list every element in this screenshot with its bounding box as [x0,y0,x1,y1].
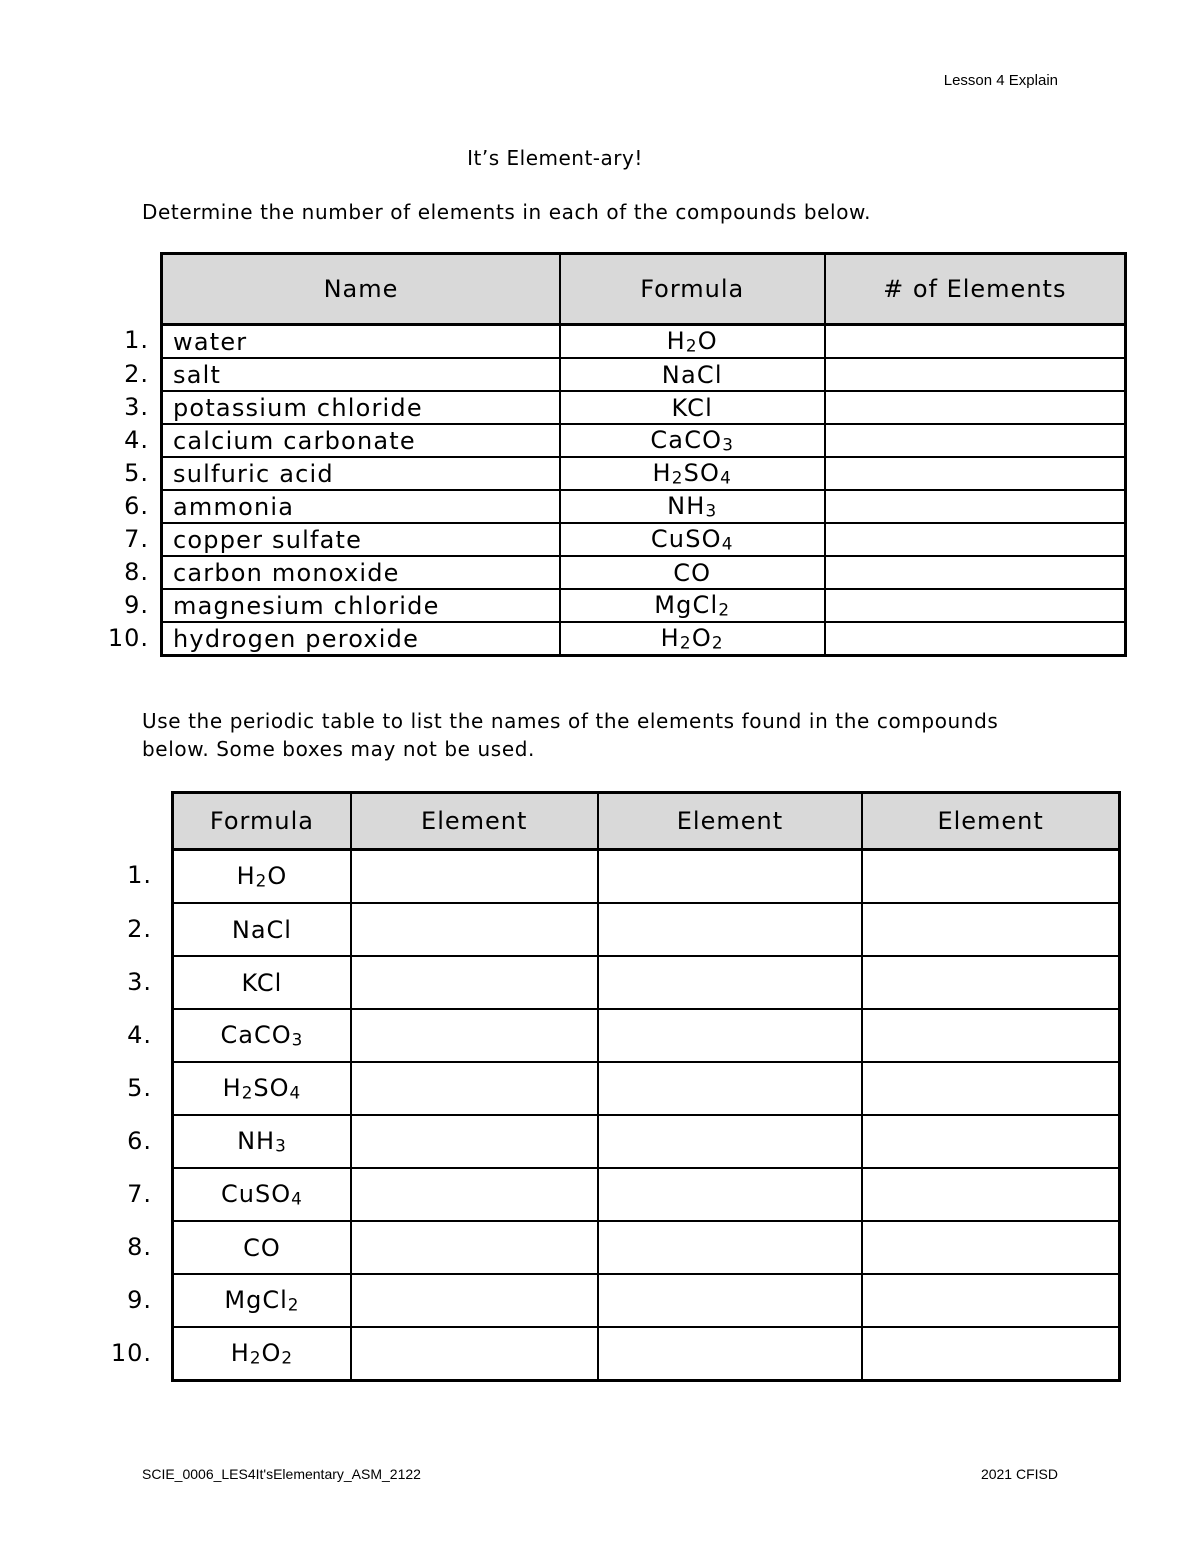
table2-header-formula: Formula [173,793,351,850]
compound-formula: $H_2SO_4$ [173,1062,351,1115]
compound-formula: $H_2O_2$ [560,622,825,656]
table2-row [173,1062,1120,1115]
compound-name: salt [162,358,560,391]
table2-row [173,1168,1120,1221]
table1-row [162,556,1126,589]
row-number: 5. [127,1073,152,1102]
element-answer-cell-1[interactable] [351,903,598,956]
element-answer-cell-3[interactable] [862,1274,1119,1327]
compound-formula: CaCO$_3$ [560,424,825,457]
element-count-answer-cell[interactable] [825,589,1126,622]
compound-name: carbon monoxide [162,556,560,589]
row-number: 6. [127,1126,152,1155]
row-number: 10. [107,623,149,652]
element-count-answer-cell[interactable] [825,622,1126,656]
compound-formula: CuSO$_4$ [173,1168,351,1221]
row-number: 8. [127,1232,152,1261]
element-answer-cell-2[interactable] [598,956,863,1009]
lesson-label: Lesson 4 Explain [943,72,1058,89]
row-number: 7. [124,524,149,553]
row-number: 3. [124,392,149,421]
compound-formula: $H_2O$ [173,850,351,904]
element-count-answer-cell[interactable] [825,490,1126,523]
row-number: 3. [127,967,152,996]
element-answer-cell-1[interactable] [351,1274,598,1327]
element-answer-cell-2[interactable] [598,1062,863,1115]
compound-name: potassium chloride [162,391,560,424]
row-number: 10. [110,1338,152,1367]
element-answer-cell-3[interactable] [862,1221,1119,1274]
compound-formula: MgCl$_2$ [173,1274,351,1327]
compound-formula: $H_2SO_4$ [560,457,825,490]
row-number: 9. [124,590,149,619]
element-answer-cell-3[interactable] [862,1062,1119,1115]
compound-formula: MgCl$_2$ [560,589,825,622]
element-answer-cell-3[interactable] [862,903,1119,956]
element-answer-cell-2[interactable] [598,1168,863,1221]
table2-row [173,1327,1120,1381]
row-number: 9. [127,1285,152,1314]
compound-name: hydrogen peroxide [162,622,560,656]
element-count-answer-cell[interactable] [825,556,1126,589]
table1-header-count: # of Elements [825,254,1126,325]
element-answer-cell-1[interactable] [351,956,598,1009]
row-number: 5. [124,458,149,487]
table2-row [173,850,1120,904]
table2-header-element-1: Element [351,793,598,850]
element-answer-cell-1[interactable] [351,1221,598,1274]
table2-header-element-3: Element [862,793,1119,850]
row-number: 8. [124,557,149,586]
compound-formula: CuSO$_4$ [560,523,825,556]
table1-row [162,523,1126,556]
table1-row [162,358,1126,391]
element-answer-cell-2[interactable] [598,850,863,904]
element-count-answer-cell[interactable] [825,391,1126,424]
table2-header-row [173,793,1120,850]
instructions-2: Use the periodic table to list the names of the elements found in the compounds below. Some boxes may not be used. [142,709,999,761]
table1-row [162,457,1126,490]
element-count-answer-cell[interactable] [825,424,1126,457]
row-number: 4. [124,425,149,454]
table2-row [173,956,1120,1009]
row-number: 7. [127,1179,152,1208]
row-number: 2. [127,914,152,943]
element-answer-cell-1[interactable] [351,1009,598,1062]
table2-header-element-2: Element [598,793,863,850]
element-answer-cell-3[interactable] [862,1327,1119,1381]
footer-copyright: 2021 CFISD [980,1466,1058,1482]
table1-header-row [162,254,1126,325]
element-count-answer-cell[interactable] [825,457,1126,490]
element-answer-cell-2[interactable] [598,1221,863,1274]
compound-name: ammonia [162,490,560,523]
element-answer-cell-2[interactable] [598,1115,863,1168]
footer-doc-id: SCIE_0006_LES4It'sElementary_ASM_2122 [142,1466,421,1482]
compound-formula: KCl [173,956,351,1009]
table1-row [162,424,1126,457]
row-number: 2. [124,359,149,388]
element-count-answer-cell[interactable] [825,523,1126,556]
element-count-answer-cell[interactable] [825,358,1126,391]
compound-formula: CaCO$_3$ [173,1009,351,1062]
compound-formula: CO [173,1221,351,1274]
element-answer-cell-3[interactable] [862,956,1119,1009]
instructions-1: Determine the number of elements in each of the compounds below. [142,200,872,224]
compound-name: magnesium chloride [162,589,560,622]
table1-row [162,589,1126,622]
element-answer-cell-3[interactable] [862,1168,1119,1221]
table1-row [162,391,1126,424]
element-answer-cell-1[interactable] [351,1168,598,1221]
compound-formula: NaCl [560,358,825,391]
compound-name: copper sulfate [162,523,560,556]
element-answer-cell-3[interactable] [862,1115,1119,1168]
element-answer-cell-2[interactable] [598,1327,863,1381]
elements-count-table [160,252,1127,657]
table1-header-name: Name [162,254,560,325]
compound-formula: KCl [560,391,825,424]
table1-row [162,622,1126,656]
element-names-table [171,791,1121,1382]
compound-formula: $H_2O$ [560,325,825,359]
element-answer-cell-1[interactable] [351,1327,598,1381]
table1-row [162,490,1126,523]
element-answer-cell-1[interactable] [351,850,598,904]
page-title: It’s Element-ary! [467,146,643,170]
row-number: 6. [124,491,149,520]
table1-header-formula: Formula [560,254,825,325]
compound-name: calcium carbonate [162,424,560,457]
row-number: 1. [127,861,152,890]
element-answer-cell-2[interactable] [598,903,863,956]
table2-row [173,1009,1120,1062]
compound-name: sulfuric acid [162,457,560,490]
table2-row [173,1115,1120,1168]
compound-formula: CO [560,556,825,589]
element-count-answer-cell[interactable] [825,325,1126,359]
row-number: 1. [124,326,149,355]
compound-formula: NaCl [173,903,351,956]
compound-formula: $H_2O_2$ [173,1327,351,1381]
table2-row [173,1221,1120,1274]
element-answer-cell-2[interactable] [598,1274,863,1327]
compound-name: water [162,325,560,359]
element-answer-cell-3[interactable] [862,850,1119,904]
row-number: 4. [127,1020,152,1049]
element-answer-cell-3[interactable] [862,1009,1119,1062]
compound-formula: $NH_3$ [560,490,825,523]
element-answer-cell-1[interactable] [351,1062,598,1115]
table2-row [173,903,1120,956]
table1-row [162,325,1126,359]
table2-row [173,1274,1120,1327]
compound-formula: $NH_3$ [173,1115,351,1168]
element-answer-cell-2[interactable] [598,1009,863,1062]
element-answer-cell-1[interactable] [351,1115,598,1168]
